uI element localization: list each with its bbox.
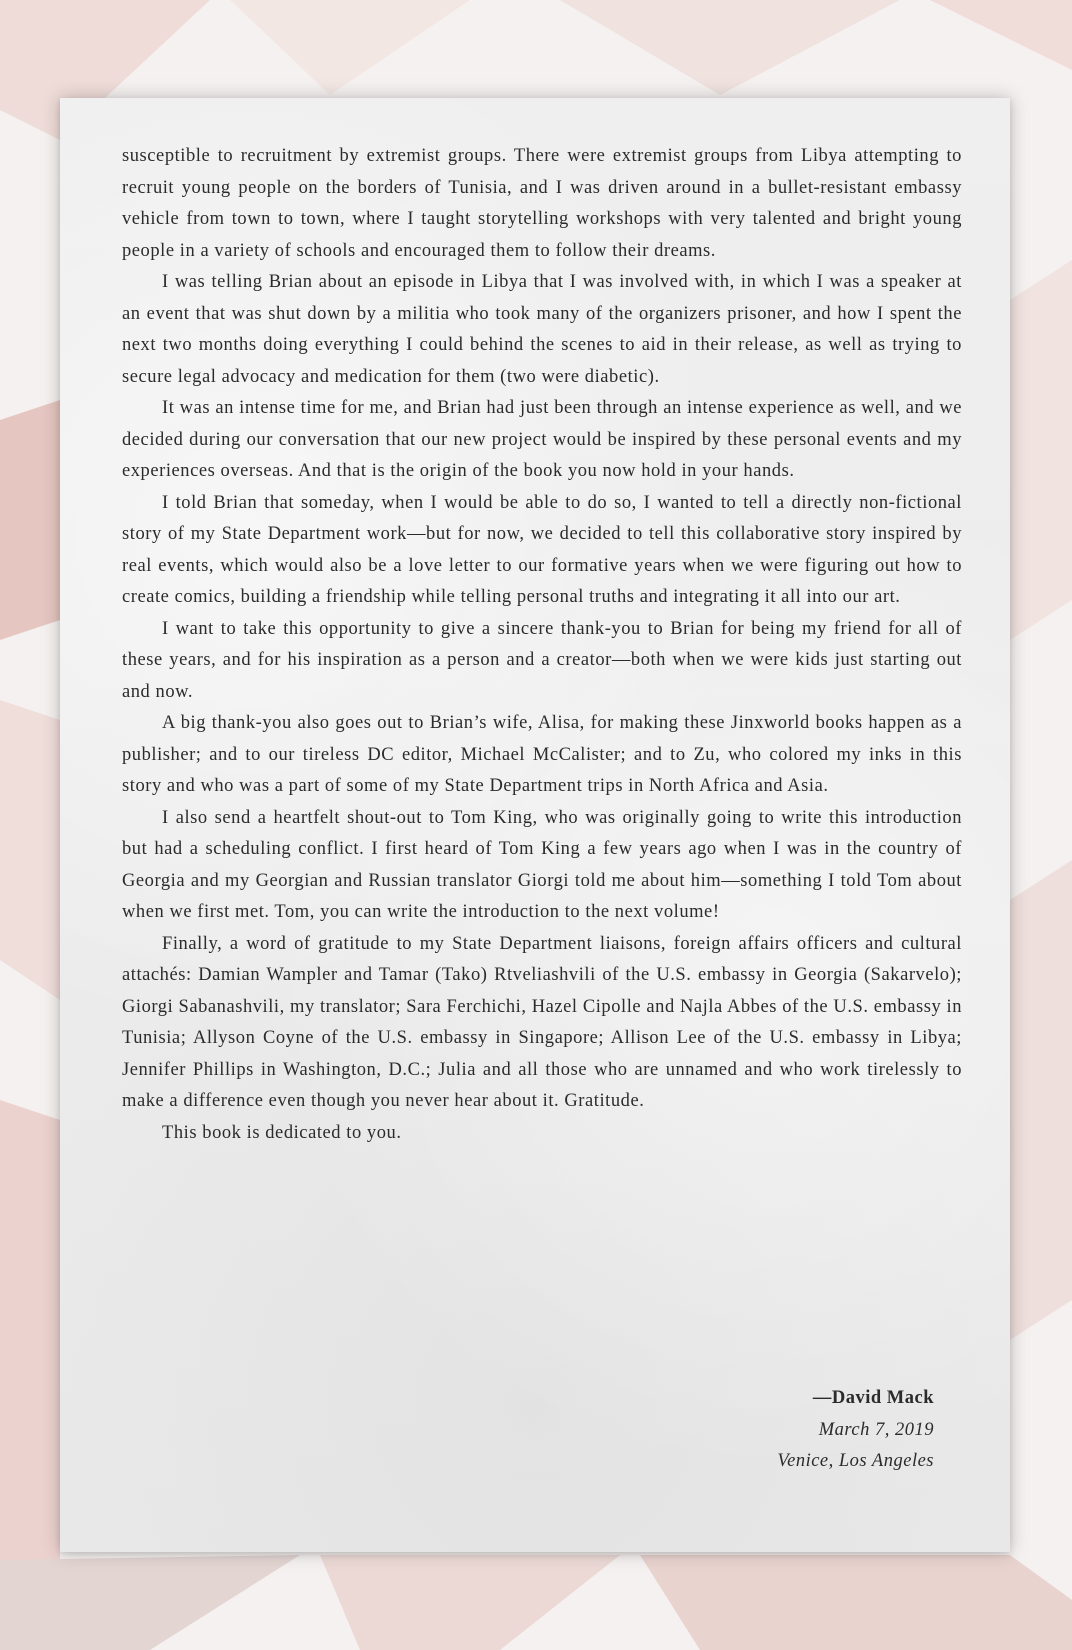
signature-author: —David Mack [812, 1388, 934, 1408]
paragraph: It was an intense time for me, and Brian had just been through an intense experience as well, and we decided during our conversation that our new project would be inspired by these personal events and my experiences overseas. And that is the origin of the book you now hold in your hands. [122, 398, 962, 481]
signature-date: March 7, 2019 [818, 1419, 934, 1440]
paragraph: I want to take this opportunity to give a sincere thank-you to Brian for being my friend for all of these years, and for his inspiration as a person and a creator—both when we were kids just starting out and now. [122, 618, 962, 702]
paragraph: I told Brian that someday, when I would be able to do so, I wanted to tell a directly non-fictional story of my State Department work—but for now, we decided to tell this collaborative story inspired by real events, which would also be a love letter to our formative years when we were figuring out how to create comics, building a friendship while telling personal truths and integrating it all into our art. [122, 492, 962, 607]
paragraph: This book is dedicated to you. [162, 1122, 402, 1143]
signature-block [777, 1383, 934, 1478]
body-text [122, 141, 962, 1149]
paragraph: A big thank-you also goes out to Brian’s wife, Alisa, for making these Jinxworld books happen as a publisher; and to our tireless DC editor, Michael McCalister; and to Zu, who colored my inks in this story and who was a part of some of my State Department trips in North Africa and Asia. [122, 713, 962, 796]
signature-place: Venice, Los Angeles [777, 1451, 934, 1471]
paragraph: I was telling Brian about an episode in Libya that I was involved with, in which I was a speaker at an event that was shut down by a militia who took many of the organizers prisoner, and how I spent the next two months doing everything I could behind the scenes to aid in their release, as well as trying to secure legal advocacy and medication for them (two were diabetic). [122, 272, 962, 387]
paragraph: I also send a heartfelt shout-out to Tom King, who was originally going to write this introduction but had a scheduling conflict. I first heard of Tom King a few years ago when I was in the country of Georgia and my Georgian and Russian translator Giorgi told me about him—something I told Tom about when we first met. Tom, you can write the introduction to the next volume! [122, 807, 962, 922]
paragraph: Finally, a word of gratitude to my State Department liaisons, foreign affairs officers and cultural attachés: Damian Wampler and Tamar (Tako) Rtveliashvili of the U.S. embassy in Georgia (Sakarvelo); Giorgi Sabanashvili, my translator; Sara Ferchichi, Hazel Cipolle and Najla Abbes of the U.S. embassy in Tunisia; Allyson Coyne of the U.S. embassy in Singapore; Allison Lee of the U.S. embassy in Libya; Jennifer Phillips in Washington, D.C.; Julia and all those who are unnamed and who work tirelessly to make a difference even though you never hear about it. Gratitude. [122, 933, 962, 1111]
paragraph: susceptible to recruitment by extremist groups. There were extremist groups from Libya attempting to recruit young people on the borders of Tunisia, and I was driven around in a bullet-resistant embassy vehicle from town to town, where I taught storytelling workshops with very talented and bright young people in a variety of schools and encouraged them to follow their dreams. [122, 146, 962, 261]
